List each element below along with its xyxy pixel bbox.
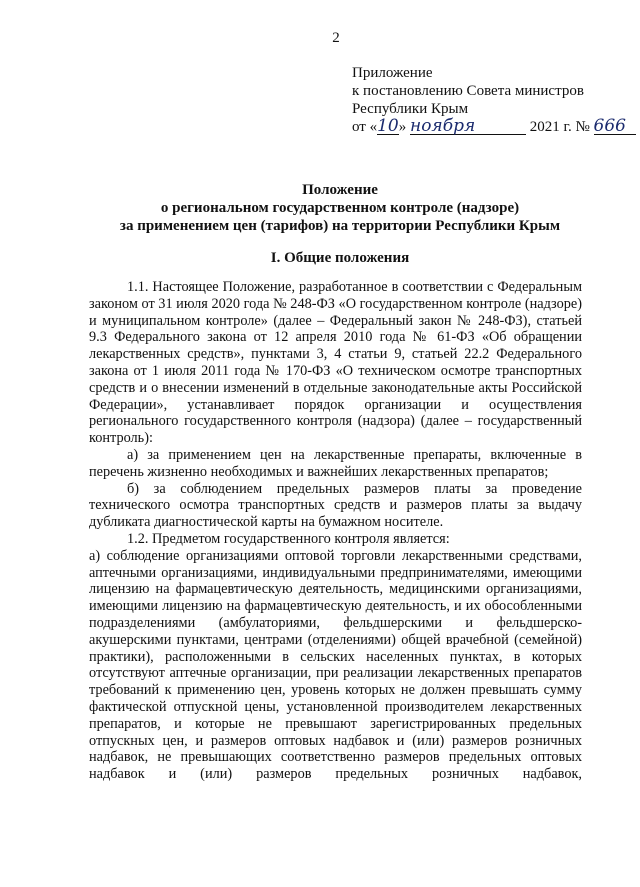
handwritten-number: 666 bbox=[594, 119, 636, 135]
appendix-date-line bbox=[352, 118, 636, 136]
paragraph-1-2: 1.2. Предметом государственного контроля является: bbox=[127, 530, 450, 547]
appendix-line-2: к постановлению Совета министров bbox=[352, 83, 584, 99]
page-number: 2 bbox=[332, 30, 340, 46]
paragraph-1-1-b: б) за соблюдением предельных размеров платы за проведение технического осмотра транспортных средств и размеров платы за выдачу дубликата диагностической карты на бумажном носителе. bbox=[89, 480, 582, 531]
section-heading: I. Общие положения bbox=[270, 250, 410, 266]
date-prefix: от « bbox=[352, 119, 378, 135]
paragraph-1-2-a: а) соблюдение организациями оптовой торговли лекарственными средствами, аптечными организациями, индивидуальными предпринимателями, имеющими лицензию на фармацевтическую деятельность, медицинскими организациями, имеющими лицензию на фармацевтическую деятельность, и их обособленными подразделениями (амбулаториями, фельдшерскими и фельдшерско-акушерскими пунктами, центрами (отделениями) общей врачебной (семейной) практики), расположенными в сельских населенных пунктах, в которых отсутствуют аптечные организации, при реализации лекарственных препаратов требований к применению цен, уровень которых не должен превышать сумму фактической отпускной цены, установленной производителем лекарственных препаратов, и которые не превышают зарегистрированных предельных отпускных цен, и размеров оптовых надбавок и (или) размеров розничных надбавок, не превышающих соответственно размеров предельных оптовых надбавок и (или) размеров предельных розничных надбавок, bbox=[89, 547, 582, 783]
appendix-header bbox=[352, 64, 636, 136]
appendix-line-1: Приложение bbox=[352, 65, 433, 81]
document-body bbox=[89, 279, 582, 783]
document-title bbox=[60, 181, 620, 235]
title-line-1: Положение bbox=[302, 182, 378, 198]
date-mid: » bbox=[398, 119, 410, 135]
handwritten-month: ноября bbox=[410, 119, 526, 135]
handwritten-day: 10 bbox=[377, 116, 399, 136]
paragraph-1-1-a: а) за применением цен на лекарственные препараты, включенные в перечень жизненно необходимых и важнейших лекарственных препаратов; bbox=[89, 446, 582, 480]
date-year: 2021 г. № bbox=[529, 119, 590, 135]
title-line-3: за применением цен (тарифов) на территории Республики Крым bbox=[119, 218, 561, 234]
paragraph-1-1: 1.1. Настоящее Положение, разработанное в соответствии с Федеральным законом от 31 июля 2020 года № 248-ФЗ «О государственном контроле (надзоре) и муниципальном контроле» (далее – Федеральный закон № 248-ФЗ), статьей 9.3 Федерального закона от 12 апреля 2010 года № 61-ФЗ «Об обращении лекарственных средств», пунктами 3, 4 статьи 9, статьей 22.2 Федерального закона от 1 июля 2011 года № 170-ФЗ «О техническом осмотре транспортных средств и о внесении изменений в отдельные законодательные акты Российской Федерации», устанавливает порядок организации и осуществления регионального государственного контроля (надзора) (далее – государственный контроль): bbox=[89, 279, 582, 447]
title-line-2: о региональном государственном контроле (надзоре) bbox=[160, 200, 520, 216]
appendix-line-3: Республики Крым bbox=[352, 101, 469, 117]
